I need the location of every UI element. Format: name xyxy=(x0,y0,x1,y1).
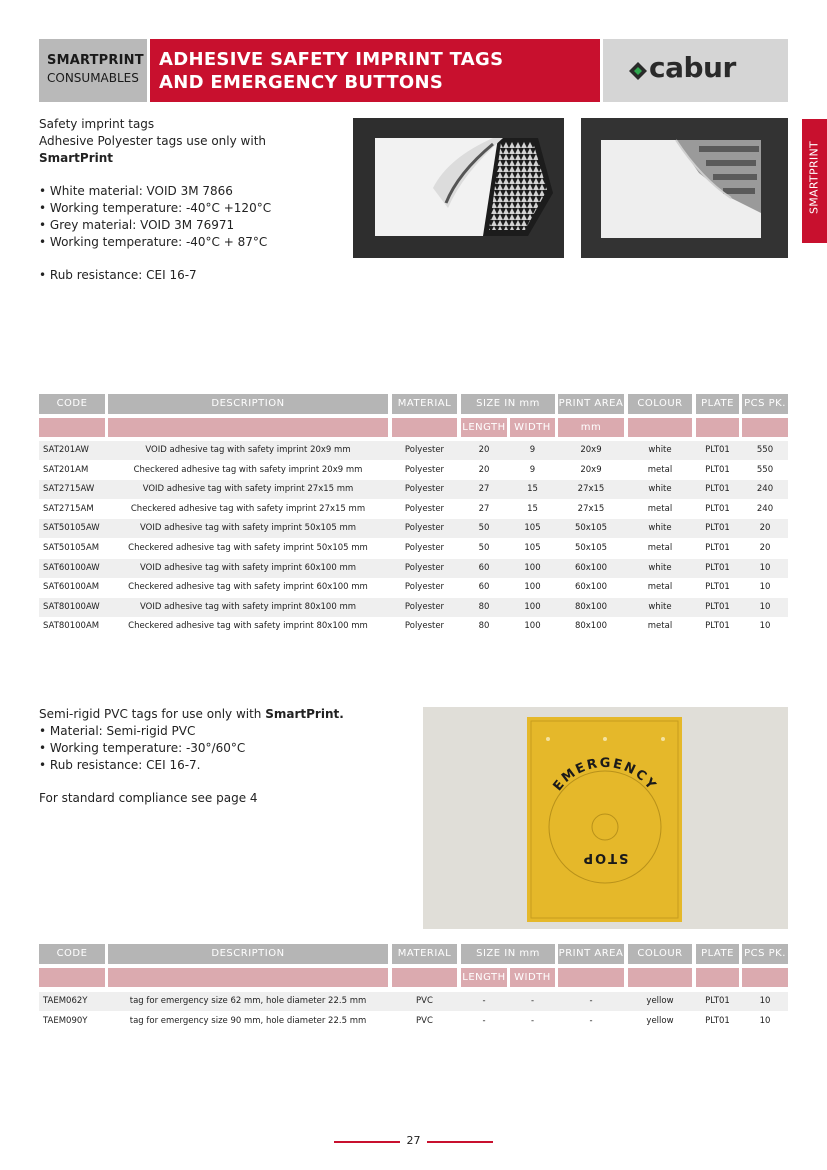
cell-width: 105 xyxy=(524,543,541,553)
emergency-label: EMERGENCY xyxy=(550,755,660,794)
table-row xyxy=(39,500,788,519)
th-size: SIZE IN mm xyxy=(461,394,555,414)
sub-blank xyxy=(696,418,739,437)
section1-line2-bold: SmartPrint xyxy=(39,151,114,165)
sub-blank xyxy=(742,968,788,987)
th-print-area: PRINT AREA xyxy=(558,394,624,414)
sub-blank xyxy=(628,418,692,437)
cell-print-area: 60x100 xyxy=(574,562,608,573)
side-tab-label: SMARTPRINT xyxy=(807,140,821,215)
footer-rule-right xyxy=(427,1141,493,1143)
logo-mark-icon xyxy=(629,62,647,80)
cell-material: PVC xyxy=(416,996,433,1006)
cell-description: VOID adhesive tag with safety imprint 27x15 mm xyxy=(142,484,354,495)
bullet-text: White material: VOID 3M 7866 xyxy=(49,184,233,198)
th-code: CODE xyxy=(39,944,105,964)
cell-print-area: 27x15 xyxy=(577,484,605,495)
cell-material: Polyester xyxy=(404,562,445,573)
th-description: DESCRIPTION xyxy=(108,944,388,964)
sub-length: LENGTH xyxy=(461,968,507,987)
bullet-text: Working temperature: -30°/60°C xyxy=(49,741,246,755)
cell-colour: metal xyxy=(647,503,673,514)
brand-logo xyxy=(603,39,788,102)
cell-plate: PLT01 xyxy=(705,996,730,1006)
cell-pcs: 240 xyxy=(756,503,774,514)
sub-blank xyxy=(108,968,388,987)
page-title xyxy=(150,39,600,102)
cell-length: 27 xyxy=(478,503,490,514)
cell-plate: PLT01 xyxy=(705,523,730,534)
th-material: MATERIAL xyxy=(392,944,457,964)
section2-text xyxy=(39,706,409,807)
cell-print-area: 60x100 xyxy=(574,582,608,593)
cell-print-area: 50x105 xyxy=(574,543,608,553)
cell-pcs: 10 xyxy=(759,601,771,612)
cell-length: - xyxy=(482,1016,486,1026)
cell-pcs: 20 xyxy=(759,543,771,553)
cell-colour: metal xyxy=(647,582,673,593)
cell-pcs: 10 xyxy=(759,621,771,632)
sub-blank xyxy=(696,968,739,987)
cell-length: 80 xyxy=(478,601,490,612)
cell-length: 20 xyxy=(478,445,490,455)
bullet-text: Rub resistance: CEI 16-7. xyxy=(49,758,201,772)
bullet-dot: • xyxy=(39,741,47,755)
table-row xyxy=(39,559,788,578)
cell-plate: PLT01 xyxy=(705,484,730,495)
cell-code: SAT60100AM xyxy=(43,582,100,593)
cell-pcs: 20 xyxy=(759,523,771,534)
cell-material: Polyester xyxy=(404,503,445,514)
sub-blank xyxy=(108,418,388,437)
photo-grey-void-tag xyxy=(581,118,788,258)
sub-length: LENGTH xyxy=(461,418,507,437)
bullet-dot: • xyxy=(39,184,47,198)
cell-description: VOID adhesive tag with safety imprint 20x9 mm xyxy=(145,445,351,455)
cell-code: SAT60100AW xyxy=(43,562,100,573)
title-line2: AND EMERGENCY BUTTONS xyxy=(159,72,444,93)
cell-code: SAT2715AM xyxy=(43,503,94,514)
table-row xyxy=(39,598,788,617)
cell-material: PVC xyxy=(416,1016,433,1026)
cell-description: Checkered adhesive tag with safety imprint 20x9 mm xyxy=(133,464,363,475)
cell-print-area: 50x105 xyxy=(574,523,608,534)
cell-material: Polyester xyxy=(404,543,445,553)
cell-material: Polyester xyxy=(404,464,445,475)
stop-label: STOP xyxy=(581,850,629,865)
cell-pcs: 10 xyxy=(759,562,771,573)
compliance-note: For standard compliance see page 4 xyxy=(39,791,258,805)
cell-length: 20 xyxy=(478,464,490,475)
cell-colour: metal xyxy=(647,543,673,553)
cell-length: 50 xyxy=(478,543,490,553)
cell-length: 27 xyxy=(478,484,490,495)
footer-rule-left xyxy=(334,1141,400,1143)
cell-colour: white xyxy=(648,601,672,612)
sub-blank xyxy=(39,968,105,987)
cell-plate: PLT01 xyxy=(705,503,730,514)
cell-width: 9 xyxy=(529,445,536,455)
bullet-text: Grey material: VOID 3M 76971 xyxy=(49,218,235,232)
sub-blank xyxy=(742,418,788,437)
th-size: SIZE IN mm xyxy=(461,944,555,964)
cell-description: Checkered adhesive tag with safety imprint 50x105 mm xyxy=(128,543,368,553)
table-row xyxy=(39,578,788,597)
bullet-item xyxy=(39,723,409,740)
cell-print-area: 27x15 xyxy=(577,503,605,514)
cell-width: 100 xyxy=(524,621,541,632)
cell-pcs: 240 xyxy=(756,484,774,495)
cell-code: SAT80100AM xyxy=(43,621,100,632)
th-colour: COLOUR xyxy=(628,944,692,964)
cell-colour: metal xyxy=(647,621,673,632)
cell-print-area: - xyxy=(589,1016,593,1026)
th-colour: COLOUR xyxy=(628,394,692,414)
cell-description: Checkered adhesive tag with safety imprint 27x15 mm xyxy=(130,503,366,514)
cell-description: Checkered adhesive tag with safety imprint 80x100 mm xyxy=(128,621,368,632)
bullet-text: Working temperature: -40°C +120°C xyxy=(49,201,272,215)
logo-text: cabur xyxy=(649,51,736,84)
photo-white-void-tag xyxy=(353,118,564,258)
cell-code: TAEM062Y xyxy=(43,996,88,1006)
bullet-item xyxy=(39,217,339,234)
cell-code: TAEM090Y xyxy=(43,1016,88,1026)
cell-length: - xyxy=(482,996,486,1006)
bullet-item xyxy=(39,183,339,200)
cell-length: 50 xyxy=(478,523,490,534)
table-row xyxy=(39,617,788,636)
th-plate: PLATE xyxy=(696,944,739,964)
cell-material: Polyester xyxy=(404,523,445,534)
bullet-dot: • xyxy=(39,268,47,282)
cell-description: VOID adhesive tag with safety imprint 80x100 mm xyxy=(139,601,357,612)
bullet-text: Rub resistance: CEI 16-7 xyxy=(49,268,197,282)
cell-colour: white xyxy=(648,562,672,573)
cell-length: 60 xyxy=(478,562,490,573)
bullet-item xyxy=(39,740,409,757)
svg-text:STOP xyxy=(582,850,629,865)
sub-blank xyxy=(392,418,457,437)
sub-blank xyxy=(392,968,457,987)
cell-print-area: 20x9 xyxy=(580,445,602,455)
table-row xyxy=(39,461,788,480)
cell-plate: PLT01 xyxy=(705,445,730,455)
cell-code: SAT50105AM xyxy=(43,543,100,553)
sub-width: WIDTH xyxy=(510,968,555,987)
bullet-item xyxy=(39,200,339,217)
cell-colour: white xyxy=(648,484,672,495)
cell-plate: PLT01 xyxy=(705,1016,730,1026)
category-line1: SMARTPRINT xyxy=(47,53,144,68)
cell-material: Polyester xyxy=(404,582,445,593)
cell-print-area: - xyxy=(589,996,593,1006)
section1-line1: Safety imprint tags xyxy=(39,117,155,131)
cell-plate: PLT01 xyxy=(705,543,730,553)
table-row xyxy=(39,519,788,538)
sub-unit: mm xyxy=(558,418,624,437)
bullet-dot: • xyxy=(39,201,47,215)
sub-blank xyxy=(628,968,692,987)
cell-print-area: 80x100 xyxy=(574,621,608,632)
table-row xyxy=(39,441,788,460)
cell-pcs: 10 xyxy=(759,996,771,1006)
cell-plate: PLT01 xyxy=(705,601,730,612)
cell-pcs: 10 xyxy=(759,582,771,593)
white-tag-image xyxy=(353,118,564,258)
cell-colour: metal xyxy=(647,464,673,475)
cell-colour: white xyxy=(648,523,672,534)
emergency-tag-image xyxy=(423,707,788,929)
bullet-item xyxy=(39,267,339,284)
sub-blank xyxy=(558,968,624,987)
cell-plate: PLT01 xyxy=(705,464,730,475)
cell-print-area: 20x9 xyxy=(580,464,602,475)
cell-width: 100 xyxy=(524,562,541,573)
bullet-item xyxy=(39,757,409,774)
th-description: DESCRIPTION xyxy=(108,394,388,414)
cell-code: SAT201AW xyxy=(43,445,89,455)
cell-length: 60 xyxy=(478,582,490,593)
cell-description: VOID adhesive tag with safety imprint 50x105 mm xyxy=(139,523,357,534)
th-pcs: PCS PK. xyxy=(742,944,788,964)
cell-pcs: 550 xyxy=(756,445,774,455)
cell-code: SAT2715AW xyxy=(43,484,95,495)
cell-material: Polyester xyxy=(404,445,445,455)
cell-description: tag for emergency size 90 mm, hole diameter 22.5 mm xyxy=(129,1016,367,1026)
th-pcs: PCS PK. xyxy=(742,394,788,414)
cell-plate: PLT01 xyxy=(705,562,730,573)
cell-material: Polyester xyxy=(404,484,445,495)
cell-description: tag for emergency size 62 mm, hole diameter 22.5 mm xyxy=(129,996,367,1006)
cell-description: Checkered adhesive tag with safety imprint 60x100 mm xyxy=(128,582,368,593)
table-row xyxy=(39,480,788,499)
cell-code: SAT50105AW xyxy=(43,523,100,534)
cell-colour: yellow xyxy=(646,996,674,1006)
cell-code: SAT201AM xyxy=(43,464,89,475)
title-line1: ADHESIVE SAFETY IMPRINT TAGS xyxy=(159,49,504,70)
section2-line1 xyxy=(39,706,409,723)
cell-print-area: 80x100 xyxy=(574,601,608,612)
cell-width: 105 xyxy=(524,523,541,534)
bullet-text: Material: Semi-rigid PVC xyxy=(49,724,196,738)
cell-pcs: 10 xyxy=(759,1016,771,1026)
bullet-text: Working temperature: -40°C + 87°C xyxy=(49,235,268,249)
th-code: CODE xyxy=(39,394,105,414)
cell-width: 100 xyxy=(524,582,541,593)
sub-width: WIDTH xyxy=(510,418,555,437)
sub-blank xyxy=(39,418,105,437)
section2-line1-prefix: Semi-rigid PVC tags for use only with xyxy=(39,707,266,721)
cell-material: Polyester xyxy=(404,601,445,612)
cell-width: 100 xyxy=(524,601,541,612)
section1-line2-prefix: Adhesive Polyester tags use only with xyxy=(39,134,266,148)
cell-width: 15 xyxy=(527,503,538,514)
cell-width: 15 xyxy=(527,484,538,495)
cell-length: 80 xyxy=(478,621,490,632)
cell-width: 9 xyxy=(529,464,536,475)
photo-emergency-tag xyxy=(423,707,788,929)
cell-material: Polyester xyxy=(404,621,445,632)
cell-pcs: 550 xyxy=(756,464,774,475)
cell-colour: yellow xyxy=(646,1016,674,1026)
category-line2: CONSUMABLES xyxy=(47,71,139,85)
th-plate: PLATE xyxy=(696,394,739,414)
page-number: 27 xyxy=(406,1134,421,1147)
cell-width: - xyxy=(530,996,535,1006)
bullet-item xyxy=(39,234,339,251)
grey-tag-image xyxy=(581,118,788,258)
section1-line2 xyxy=(39,133,339,167)
category-block xyxy=(39,39,147,102)
cell-width: - xyxy=(530,1016,535,1026)
section2-line1-bold: SmartPrint. xyxy=(265,707,344,721)
cell-plate: PLT01 xyxy=(705,582,730,593)
bullet-dot: • xyxy=(39,235,47,249)
cell-colour: white xyxy=(648,445,672,455)
cell-description: VOID adhesive tag with safety imprint 60x100 mm xyxy=(139,562,357,573)
bullet-dot: • xyxy=(39,724,47,738)
table-row xyxy=(39,1012,788,1031)
cell-code: SAT80100AW xyxy=(43,601,100,612)
bullet-dot: • xyxy=(39,758,47,772)
cell-plate: PLT01 xyxy=(705,621,730,632)
side-tab xyxy=(802,119,827,243)
section1-text xyxy=(39,116,339,284)
table-row xyxy=(39,539,788,558)
th-print-area: PRINT AREA xyxy=(558,944,624,964)
table-row xyxy=(39,992,788,1011)
th-material: MATERIAL xyxy=(392,394,457,414)
bullet-dot: • xyxy=(39,218,47,232)
